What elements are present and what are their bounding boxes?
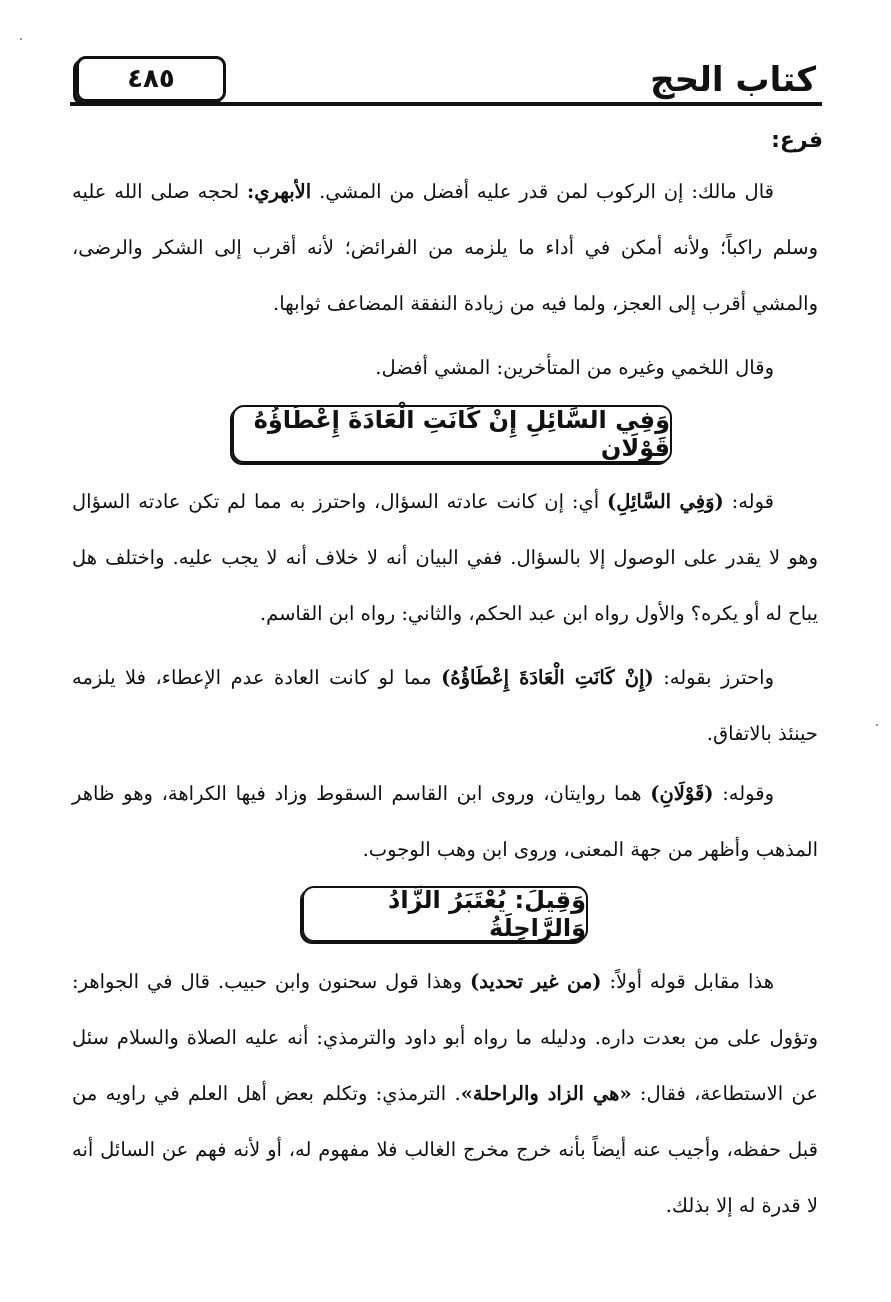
matn-box-2 (302, 886, 588, 942)
paragraph-6-text: هذا مقابل قوله أولاً: (601, 970, 774, 993)
matn-text-2: وَقِيلَ: يُعْتَبَرُ الزَّادُ وَالرَّاحِلَةُ (388, 886, 586, 942)
paragraph-6 (72, 954, 818, 1234)
paragraph-5 (72, 766, 818, 878)
scan-speck (20, 38, 22, 40)
running-title: كتاب الحج (650, 60, 816, 100)
paragraph-1-text: قال مالك: إن الركوب لمن قدر عليه أفضل من المشي. (311, 180, 774, 203)
matn-text-1: وَفِي السَّائِلِ إِنْ كَانَتِ الْعَادَةَ إِعْطَاؤُهُ قَوْلَانِ (253, 406, 670, 462)
paragraph-5-text: وقوله: (713, 782, 774, 805)
paragraph-5-rest: هما روايتان، وروى ابن القاسم السقوط وزاد فيها الكراهة، وهو ظاهر المذهب وأظهر من جهة المعنى، وروى ابن وهب الوجوب. (72, 782, 818, 861)
paragraph-1-bold: الأبهري: (247, 180, 312, 203)
section-heading: فرع: (771, 128, 823, 153)
paragraph-3-rest: أي: إن كانت عادته السؤال، واحترز به مما لم تكن عادته السؤال وهو لا يقدر على الوصول إلا بالسؤال. ففي البيان أنه لا خلاف أنه لا يجب عليه. واختلف هل يباح له أو يكره؟ والأول رواه ابن عبد الحكم، والثاني: رواه ابن القاسم. (72, 490, 818, 625)
paragraph-6-text-b: وهذا قول سحنون وابن حبيب. قال في الجواهر: وتؤول على من بعدت داره. ودليله ما رواه أبو داود والترمذي: أنه عليه الصلاة والسلام سئل عن الاستطاعة، فقال: (72, 970, 818, 1105)
paragraph-4-text: واحترز بقوله: (653, 666, 774, 689)
page-number: ٤٨٥ (127, 64, 175, 94)
paragraph-4-bold: (إِنْ كَانَتِ الْعَادَةَ إِعْطَاؤُهُ) (441, 666, 654, 689)
paragraph-6-rest: . الترمذي: وتكلم بعض أهل العلم في راويه من قبل حفظه، وأجيب عنه أيضاً بأنه خرج مخرج الغالب فلا مفهوم له، أو لأنه فهم عن السائل أنه لا قدرة له إلا بذلك. (72, 1082, 818, 1217)
paragraph-1 (72, 164, 818, 332)
paragraph-5-bold: (قَوْلَانِ) (650, 782, 714, 805)
scan-speck (876, 724, 878, 726)
header-rule (70, 102, 822, 106)
paragraph-4-rest: مما لو كانت العادة عدم الإعطاء، فلا يلزمه حينئذ بالاتفاق. (72, 666, 818, 745)
paragraph-3-text: قوله: (723, 490, 775, 513)
paragraph-6-bold-2: «هي الزاد والراحلة» (460, 1082, 632, 1105)
paragraph-2: وقال اللخمي وغيره من المتأخرين: المشي أفضل. (375, 356, 774, 379)
paragraph-3 (72, 474, 818, 642)
paragraph-1-rest: لحجه صلى الله عليه وسلم راكباً؛ ولأنه أمكن في أداء ما يلزمه من الفرائض؛ لأنه أقرب إلى الشكر والرضى، والمشي أقرب إلى العجز، ولما فيه من زيادة النفقة المضاعف ثوابها. (72, 180, 818, 315)
page-header (70, 52, 822, 108)
matn-box-1 (232, 405, 672, 463)
paragraph-6-bold: (من غير تحديد) (469, 970, 602, 993)
paragraph-4 (72, 650, 818, 762)
paragraph-3-bold: (وَفِي السَّائِلِ) (606, 490, 724, 513)
page-number-box (76, 56, 226, 102)
